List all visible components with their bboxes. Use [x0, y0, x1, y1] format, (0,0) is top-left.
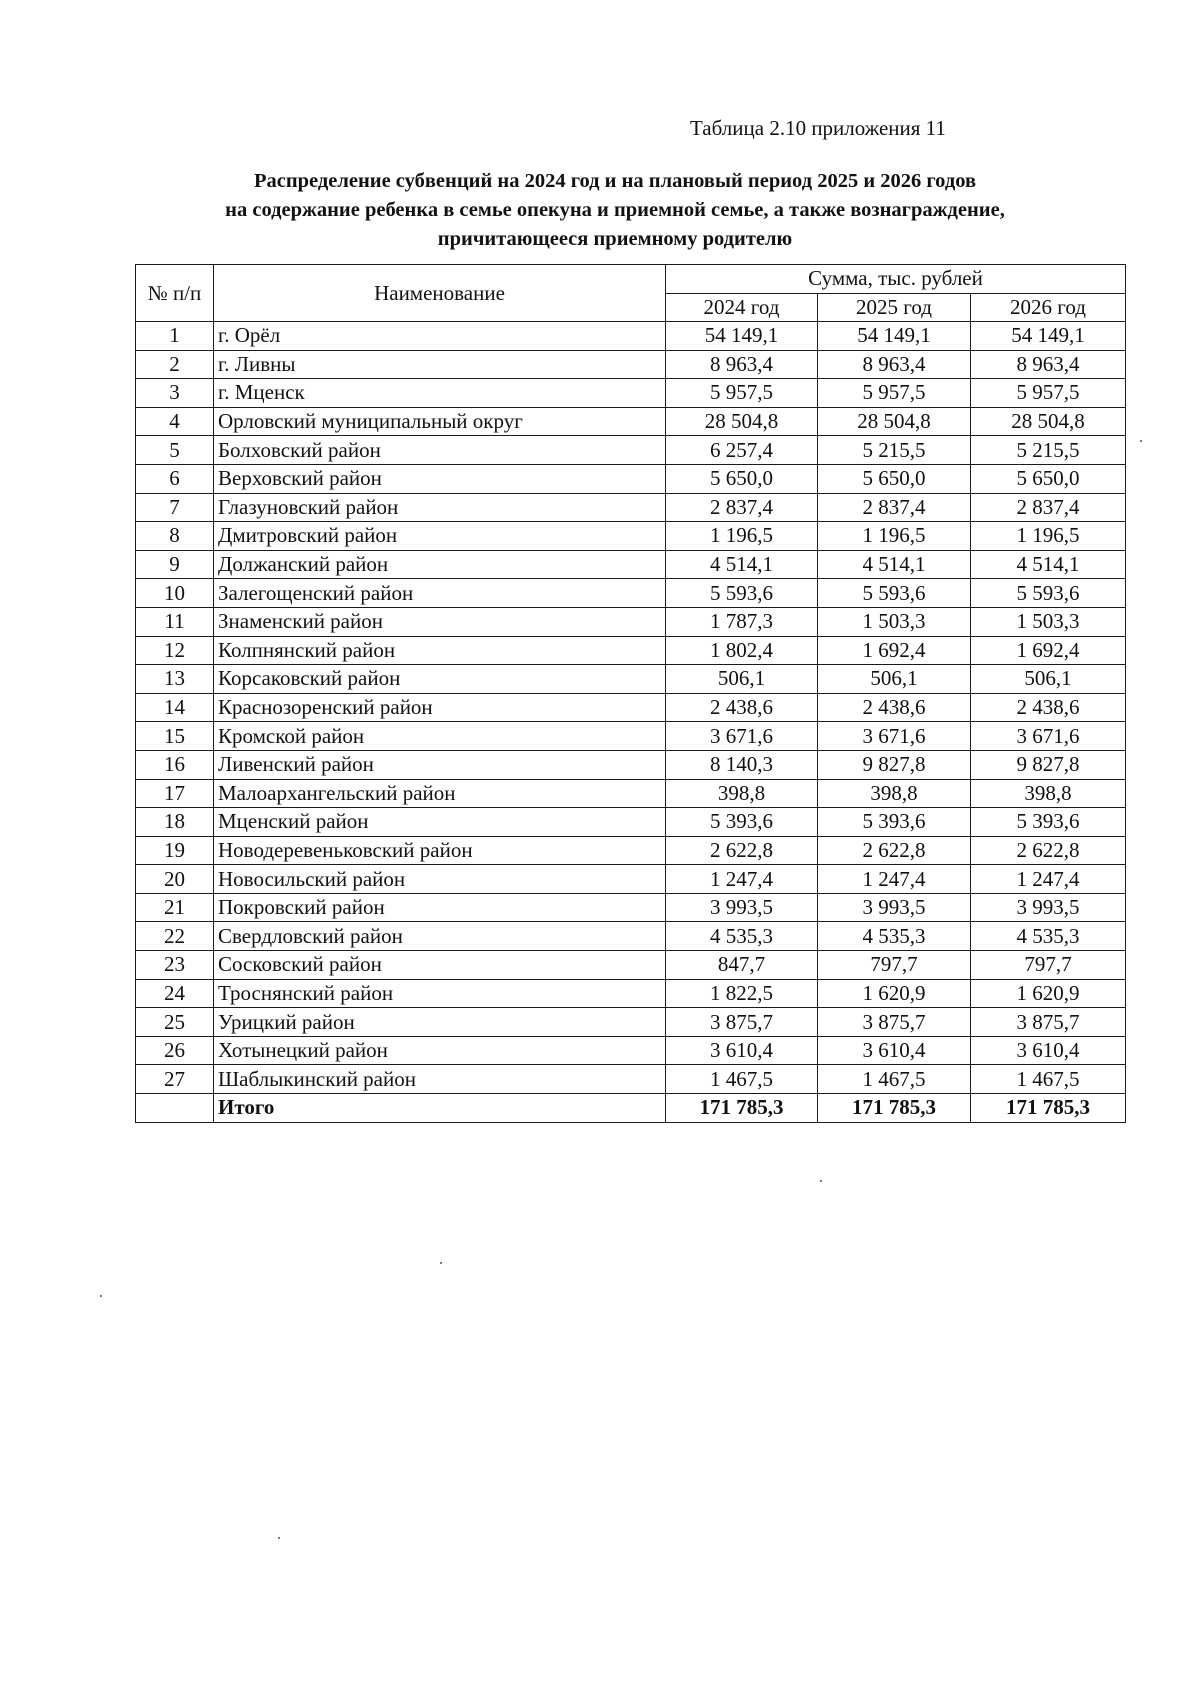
row-number: 10	[136, 579, 214, 608]
row-name: Орловский муниципальный округ	[214, 407, 666, 436]
row-name: Шаблыкинский район	[214, 1065, 666, 1094]
row-value-2026: 5 593,6	[971, 579, 1126, 608]
row-value-2026: 2 438,6	[971, 693, 1126, 722]
appendix-reference: Таблица 2.10 приложения 11	[690, 116, 946, 140]
row-value-2024: 6 257,4	[666, 436, 818, 465]
document-title	[135, 167, 1095, 254]
table-row	[136, 407, 1126, 436]
row-number: 24	[136, 979, 214, 1008]
row-value-2024: 5 650,0	[666, 464, 818, 493]
row-name: Кромской район	[214, 722, 666, 751]
total-number-cell	[136, 1094, 214, 1123]
row-value-2026: 4 535,3	[971, 922, 1126, 951]
column-header-number: № п/п	[136, 265, 214, 322]
row-number: 23	[136, 951, 214, 980]
row-name: г. Орёл	[214, 322, 666, 351]
row-value-2024: 3 875,7	[666, 1008, 818, 1037]
row-value-2025: 3 671,6	[818, 722, 971, 751]
row-number: 14	[136, 693, 214, 722]
row-name: Должанский район	[214, 550, 666, 579]
table-row	[136, 493, 1126, 522]
table-row	[136, 979, 1126, 1008]
row-value-2026: 9 827,8	[971, 750, 1126, 779]
row-number: 11	[136, 607, 214, 636]
row-value-2026: 3 610,4	[971, 1036, 1126, 1065]
table-row	[136, 865, 1126, 894]
row-name: Верховский район	[214, 464, 666, 493]
row-value-2026: 4 514,1	[971, 550, 1126, 579]
row-value-2024: 8 963,4	[666, 350, 818, 379]
row-number: 5	[136, 436, 214, 465]
row-value-2025: 1 692,4	[818, 636, 971, 665]
row-name: Троснянский район	[214, 979, 666, 1008]
row-name: Мценский район	[214, 808, 666, 837]
row-name: Болховский район	[214, 436, 666, 465]
row-value-2026: 3 875,7	[971, 1008, 1126, 1037]
row-name: Колпнянский район	[214, 636, 666, 665]
table-row	[136, 808, 1126, 837]
row-value-2026: 1 247,4	[971, 865, 1126, 894]
scan-speck	[820, 1180, 822, 1182]
row-number: 8	[136, 522, 214, 551]
row-value-2025: 5 957,5	[818, 379, 971, 408]
row-name: Залегощенский район	[214, 579, 666, 608]
row-number: 18	[136, 808, 214, 837]
table-row	[136, 464, 1126, 493]
row-name: Хотынецкий район	[214, 1036, 666, 1065]
column-header-2024: 2024 год	[666, 293, 818, 322]
row-value-2025: 3 610,4	[818, 1036, 971, 1065]
row-value-2025: 3 875,7	[818, 1008, 971, 1037]
table-row	[136, 1065, 1126, 1094]
row-name: Ливенский район	[214, 750, 666, 779]
row-value-2025: 5 215,5	[818, 436, 971, 465]
row-value-2025: 797,7	[818, 951, 971, 980]
total-row	[136, 1094, 1126, 1123]
row-value-2025: 4 514,1	[818, 550, 971, 579]
row-number: 6	[136, 464, 214, 493]
title-line-1: Распределение субвенций на 2024 год и на плановый период 2025 и 2026 годов	[253, 170, 977, 192]
table-row	[136, 750, 1126, 779]
row-value-2025: 28 504,8	[818, 407, 971, 436]
column-header-2026: 2026 год	[971, 293, 1126, 322]
row-value-2024: 3 993,5	[666, 893, 818, 922]
row-name: Покровский район	[214, 893, 666, 922]
title-line-3: причитающееся приемному родителю	[437, 228, 793, 250]
row-number: 22	[136, 922, 214, 951]
row-name: Новосильский район	[214, 865, 666, 894]
row-value-2026: 797,7	[971, 951, 1126, 980]
row-value-2025: 1 247,4	[818, 865, 971, 894]
row-value-2026: 3 993,5	[971, 893, 1126, 922]
row-value-2025: 1 503,3	[818, 607, 971, 636]
total-2026: 171 785,3	[971, 1094, 1126, 1123]
row-value-2024: 5 593,6	[666, 579, 818, 608]
table-row	[136, 550, 1126, 579]
row-value-2026: 28 504,8	[971, 407, 1126, 436]
row-value-2025: 1 620,9	[818, 979, 971, 1008]
row-value-2024: 5 957,5	[666, 379, 818, 408]
row-name: Малоархангельский район	[214, 779, 666, 808]
table-row	[136, 836, 1126, 865]
row-value-2024: 398,8	[666, 779, 818, 808]
title-line-2: на содержание ребенка в семье опекуна и приемной семье, а также вознаграждение,	[225, 199, 1005, 221]
row-number: 1	[136, 322, 214, 351]
table-row	[136, 693, 1126, 722]
row-value-2026: 1 467,5	[971, 1065, 1126, 1094]
row-number: 2	[136, 350, 214, 379]
row-value-2024: 1 802,4	[666, 636, 818, 665]
row-value-2026: 5 957,5	[971, 379, 1126, 408]
row-value-2026: 2 837,4	[971, 493, 1126, 522]
table-row	[136, 1008, 1126, 1037]
table-row	[136, 1036, 1126, 1065]
row-value-2024: 54 149,1	[666, 322, 818, 351]
row-value-2024: 2 837,4	[666, 493, 818, 522]
row-value-2026: 5 650,0	[971, 464, 1126, 493]
table-row	[136, 779, 1126, 808]
row-value-2026: 506,1	[971, 665, 1126, 694]
row-value-2025: 9 827,8	[818, 750, 971, 779]
row-value-2026: 5 393,6	[971, 808, 1126, 837]
column-header-2025: 2025 год	[818, 293, 971, 322]
row-value-2024: 506,1	[666, 665, 818, 694]
row-value-2024: 3 610,4	[666, 1036, 818, 1065]
row-value-2026: 398,8	[971, 779, 1126, 808]
table-row	[136, 322, 1126, 351]
table-row	[136, 522, 1126, 551]
row-number: 4	[136, 407, 214, 436]
row-value-2024: 8 140,3	[666, 750, 818, 779]
row-name: Дмитровский район	[214, 522, 666, 551]
row-name: г. Ливны	[214, 350, 666, 379]
row-value-2025: 5 593,6	[818, 579, 971, 608]
row-value-2024: 1 787,3	[666, 607, 818, 636]
row-value-2025: 2 438,6	[818, 693, 971, 722]
row-name: Урицкий район	[214, 1008, 666, 1037]
table-row	[136, 722, 1126, 751]
row-value-2025: 1 467,5	[818, 1065, 971, 1094]
row-value-2025: 3 993,5	[818, 893, 971, 922]
row-value-2026: 1 692,4	[971, 636, 1126, 665]
row-value-2026: 54 149,1	[971, 322, 1126, 351]
row-value-2025: 8 963,4	[818, 350, 971, 379]
row-value-2024: 1 822,5	[666, 979, 818, 1008]
row-value-2026: 1 620,9	[971, 979, 1126, 1008]
scan-speck	[440, 1262, 442, 1264]
row-value-2024: 3 671,6	[666, 722, 818, 751]
row-value-2024: 5 393,6	[666, 808, 818, 837]
column-header-sum: Сумма, тыс. рублей	[666, 265, 1126, 294]
row-name: Знаменский район	[214, 607, 666, 636]
row-name: Свердловский район	[214, 922, 666, 951]
table-row	[136, 636, 1126, 665]
table-row	[136, 893, 1126, 922]
row-value-2025: 2 622,8	[818, 836, 971, 865]
total-2024: 171 785,3	[666, 1094, 818, 1123]
row-value-2024: 2 622,8	[666, 836, 818, 865]
table-row	[136, 379, 1126, 408]
row-name: г. Мценск	[214, 379, 666, 408]
row-value-2025: 5 393,6	[818, 808, 971, 837]
row-value-2024: 2 438,6	[666, 693, 818, 722]
row-value-2025: 1 196,5	[818, 522, 971, 551]
row-number: 25	[136, 1008, 214, 1037]
header-row-1	[136, 265, 1126, 294]
scan-speck	[100, 1295, 102, 1297]
row-number: 21	[136, 893, 214, 922]
row-value-2025: 5 650,0	[818, 464, 971, 493]
row-number: 20	[136, 865, 214, 894]
row-value-2025: 2 837,4	[818, 493, 971, 522]
scan-speck	[1140, 440, 1142, 442]
table-row	[136, 579, 1126, 608]
table-row	[136, 922, 1126, 951]
row-value-2026: 1 196,5	[971, 522, 1126, 551]
row-value-2026: 2 622,8	[971, 836, 1126, 865]
row-name: Глазуновский район	[214, 493, 666, 522]
row-number: 13	[136, 665, 214, 694]
row-number: 12	[136, 636, 214, 665]
row-value-2025: 506,1	[818, 665, 971, 694]
table-row	[136, 436, 1126, 465]
column-header-name: Наименование	[214, 265, 666, 322]
scan-speck	[278, 1537, 280, 1539]
row-number: 27	[136, 1065, 214, 1094]
row-number: 15	[136, 722, 214, 751]
row-value-2024: 1 247,4	[666, 865, 818, 894]
row-value-2026: 1 503,3	[971, 607, 1126, 636]
row-number: 26	[136, 1036, 214, 1065]
row-number: 7	[136, 493, 214, 522]
row-value-2025: 398,8	[818, 779, 971, 808]
row-value-2024: 847,7	[666, 951, 818, 980]
total-label: Итого	[214, 1094, 666, 1123]
row-number: 17	[136, 779, 214, 808]
total-2025: 171 785,3	[818, 1094, 971, 1123]
table-body	[136, 322, 1126, 1094]
subventions-table	[135, 264, 1126, 1123]
row-value-2025: 4 535,3	[818, 922, 971, 951]
row-number: 19	[136, 836, 214, 865]
row-value-2026: 5 215,5	[971, 436, 1126, 465]
row-value-2026: 3 671,6	[971, 722, 1126, 751]
table-row	[136, 951, 1126, 980]
row-name: Новодеревеньковский район	[214, 836, 666, 865]
row-name: Сосковский район	[214, 951, 666, 980]
table-row	[136, 350, 1126, 379]
table-row	[136, 665, 1126, 694]
row-name: Краснозоренский район	[214, 693, 666, 722]
row-value-2024: 4 514,1	[666, 550, 818, 579]
row-number: 9	[136, 550, 214, 579]
row-value-2024: 1 467,5	[666, 1065, 818, 1094]
row-number: 16	[136, 750, 214, 779]
row-value-2026: 8 963,4	[971, 350, 1126, 379]
row-value-2024: 28 504,8	[666, 407, 818, 436]
row-number: 3	[136, 379, 214, 408]
row-value-2024: 4 535,3	[666, 922, 818, 951]
row-value-2024: 1 196,5	[666, 522, 818, 551]
table-row	[136, 607, 1126, 636]
row-value-2025: 54 149,1	[818, 322, 971, 351]
row-name: Корсаковский район	[214, 665, 666, 694]
